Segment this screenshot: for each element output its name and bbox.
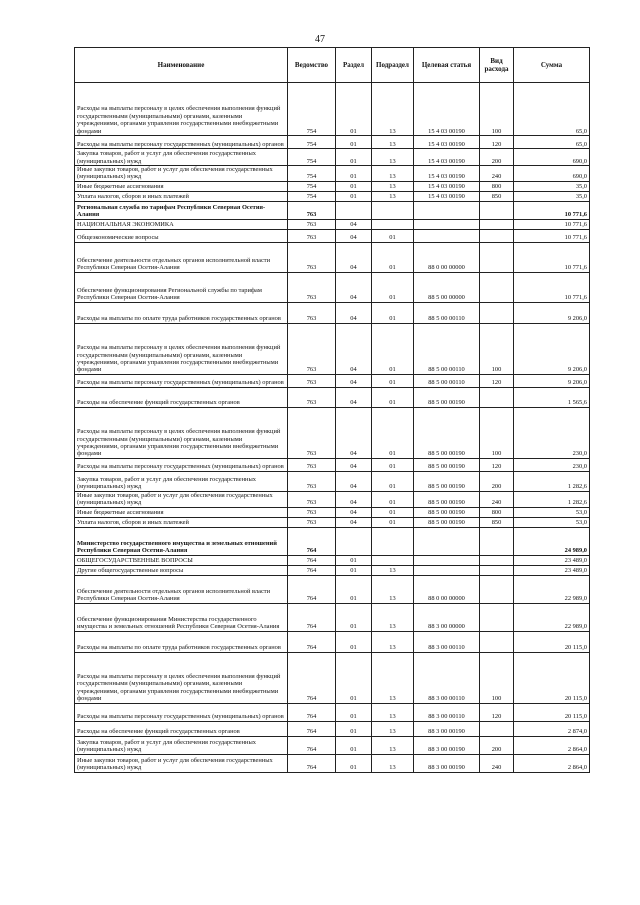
- cell-target-article: 88 0 00 00000: [414, 575, 480, 603]
- cell-section: 04: [336, 229, 372, 242]
- cell-section: 04: [336, 507, 372, 517]
- cell-target-article: [414, 229, 480, 242]
- cell-name: Расходы на обеспечение функций государственных органов: [75, 721, 288, 736]
- cell-section: 01: [336, 565, 372, 575]
- cell-name: Закупка товаров, работ и услуг для обеспечения государственных (муниципальных) нужд: [75, 149, 288, 166]
- cell-name: Расходы на выплаты персоналу в целях обеспечения выполнения функций государственными (муниципальными) органами, казенными учреждениями, органами управления государственными внебюджетными фондами: [75, 407, 288, 458]
- table-row: [75, 565, 590, 575]
- table-body: [75, 83, 590, 773]
- cell-expense-type: 200: [480, 149, 514, 166]
- cell-name: Расходы на выплаты персоналу в целях обеспечения выполнения функций государственными (муниципальными) органами, казенными учреждениями, органами управления государственными внебюджетными фондами: [75, 323, 288, 374]
- cell-department: 763: [288, 458, 336, 471]
- cell-section: 04: [336, 407, 372, 458]
- cell-subsection: [372, 527, 414, 555]
- cell-expense-type: 240: [480, 754, 514, 772]
- cell-expense-type: [480, 219, 514, 229]
- cell-amount: 53,0: [514, 517, 590, 527]
- cell-department: 763: [288, 471, 336, 491]
- cell-subsection: 01: [372, 517, 414, 527]
- cell-amount: 690,0: [514, 166, 590, 182]
- cell-name: Уплата налогов, сборов и иных платежей: [75, 191, 288, 201]
- cell-section: 04: [336, 272, 372, 302]
- cell-name: Общеэкономические вопросы: [75, 229, 288, 242]
- cell-subsection: 01: [372, 323, 414, 374]
- cell-section: 01: [336, 191, 372, 201]
- cell-department: 764: [288, 703, 336, 721]
- table-row: [75, 631, 590, 652]
- table-row: [75, 387, 590, 407]
- cell-target-article: 88 5 00 00190: [414, 517, 480, 527]
- cell-target-article: 88 5 00 00110: [414, 302, 480, 323]
- cell-expense-type: 850: [480, 191, 514, 201]
- cell-amount: 230,0: [514, 407, 590, 458]
- cell-target-article: 88 5 00 00110: [414, 323, 480, 374]
- cell-department: 763: [288, 323, 336, 374]
- cell-department: 763: [288, 507, 336, 517]
- cell-department: 763: [288, 407, 336, 458]
- cell-expense-type: 200: [480, 736, 514, 754]
- cell-subsection: 01: [372, 407, 414, 458]
- cell-name: Расходы на выплаты персоналу в целях обеспечения выполнения функций государственными (муниципальными) органами, казенными учреждениями, органами управления государственными внебюджетными фондами: [75, 83, 288, 136]
- cell-amount: 10 771,6: [514, 272, 590, 302]
- table-row: [75, 458, 590, 471]
- table-row: [75, 407, 590, 458]
- cell-department: 763: [288, 219, 336, 229]
- cell-subsection: 13: [372, 149, 414, 166]
- cell-amount: 690,0: [514, 149, 590, 166]
- table-header-row: [75, 48, 590, 83]
- cell-amount: 10 771,6: [514, 219, 590, 229]
- cell-expense-type: 100: [480, 652, 514, 703]
- table-row: [75, 517, 590, 527]
- cell-section: 01: [336, 181, 372, 191]
- cell-target-article: 88 3 00 00190: [414, 721, 480, 736]
- cell-name: Иные бюджетные ассигнования: [75, 181, 288, 191]
- cell-target-article: 15 4 03 00190: [414, 181, 480, 191]
- cell-name: Расходы на обеспечение функций государственных органов: [75, 387, 288, 407]
- cell-name: Расходы на выплаты персоналу государственных (муниципальных) органов: [75, 703, 288, 721]
- cell-expense-type: [480, 575, 514, 603]
- cell-subsection: 01: [372, 229, 414, 242]
- cell-expense-type: 200: [480, 471, 514, 491]
- cell-name: Закупка товаров, работ и услуг для обеспечения государственных (муниципальных) нужд: [75, 471, 288, 491]
- cell-target-article: 88 3 00 00110: [414, 703, 480, 721]
- cell-subsection: 13: [372, 83, 414, 136]
- table-row: [75, 302, 590, 323]
- cell-target-article: [414, 565, 480, 575]
- table-row: [75, 83, 590, 136]
- cell-amount: 20 115,0: [514, 631, 590, 652]
- header-section: Раздел: [336, 48, 372, 83]
- cell-amount: 23 489,0: [514, 565, 590, 575]
- budget-table: [74, 47, 590, 773]
- cell-name: НАЦИОНАЛЬНАЯ ЭКОНОМИКА: [75, 219, 288, 229]
- cell-subsection: 01: [372, 242, 414, 272]
- cell-section: 01: [336, 555, 372, 565]
- cell-section: 01: [336, 83, 372, 136]
- cell-target-article: 88 5 00 00190: [414, 458, 480, 471]
- cell-expense-type: 100: [480, 407, 514, 458]
- cell-expense-type: 850: [480, 517, 514, 527]
- cell-department: 764: [288, 527, 336, 555]
- cell-expense-type: 240: [480, 166, 514, 182]
- cell-department: 754: [288, 149, 336, 166]
- cell-subsection: 13: [372, 603, 414, 631]
- cell-department: 754: [288, 136, 336, 149]
- cell-amount: 10 771,6: [514, 201, 590, 219]
- cell-subsection: 01: [372, 458, 414, 471]
- cell-expense-type: [480, 387, 514, 407]
- cell-expense-type: [480, 201, 514, 219]
- table-row: [75, 471, 590, 491]
- cell-subsection: 13: [372, 703, 414, 721]
- table-row: [75, 149, 590, 166]
- cell-section: 01: [336, 631, 372, 652]
- cell-expense-type: 100: [480, 83, 514, 136]
- cell-amount: 9 206,0: [514, 323, 590, 374]
- cell-section: 04: [336, 242, 372, 272]
- cell-subsection: 13: [372, 181, 414, 191]
- cell-name: Иные закупки товаров, работ и услуг для обеспечения государственных (муниципальных) нужд: [75, 491, 288, 507]
- cell-target-article: [414, 527, 480, 555]
- cell-department: 763: [288, 272, 336, 302]
- cell-target-article: 15 4 03 00190: [414, 191, 480, 201]
- cell-section: 01: [336, 603, 372, 631]
- cell-name: Обеспечение деятельности отдельных органов исполнительной власти Республики Северная Осетия-Алания: [75, 575, 288, 603]
- cell-target-article: [414, 219, 480, 229]
- cell-target-article: 88 3 00 00000: [414, 603, 480, 631]
- cell-target-article: 88 3 00 00110: [414, 652, 480, 703]
- cell-amount: 1 565,6: [514, 387, 590, 407]
- cell-department: 764: [288, 754, 336, 772]
- cell-expense-type: 120: [480, 136, 514, 149]
- cell-section: [336, 527, 372, 555]
- cell-amount: 65,0: [514, 83, 590, 136]
- cell-name: Региональная служба по тарифам Республики Северная Осетия-Алания: [75, 201, 288, 219]
- cell-subsection: 01: [372, 471, 414, 491]
- cell-target-article: 88 3 00 00190: [414, 754, 480, 772]
- cell-name: Обеспечение деятельности отдельных органов исполнительной власти Республики Северная Осетия-Алания: [75, 242, 288, 272]
- table-row: [75, 374, 590, 387]
- table-row: [75, 721, 590, 736]
- cell-target-article: 15 4 03 00190: [414, 83, 480, 136]
- cell-target-article: 88 5 00 00190: [414, 387, 480, 407]
- cell-expense-type: 800: [480, 507, 514, 517]
- cell-expense-type: [480, 229, 514, 242]
- cell-target-article: 88 5 00 00190: [414, 507, 480, 517]
- cell-target-article: [414, 555, 480, 565]
- cell-subsection: 01: [372, 272, 414, 302]
- cell-expense-type: [480, 721, 514, 736]
- cell-department: 763: [288, 229, 336, 242]
- cell-amount: 1 282,6: [514, 491, 590, 507]
- cell-name: Расходы на выплаты по оплате труда работников государственных органов: [75, 631, 288, 652]
- cell-amount: 65,0: [514, 136, 590, 149]
- cell-target-article: 88 0 00 00000: [414, 242, 480, 272]
- cell-name: ОБЩЕГОСУДАРСТВЕННЫЕ ВОПРОСЫ: [75, 555, 288, 565]
- cell-department: 763: [288, 374, 336, 387]
- cell-department: 763: [288, 517, 336, 527]
- cell-department: 763: [288, 491, 336, 507]
- cell-expense-type: [480, 527, 514, 555]
- cell-section: 01: [336, 149, 372, 166]
- cell-amount: 9 206,0: [514, 302, 590, 323]
- cell-section: 04: [336, 219, 372, 229]
- cell-department: 764: [288, 603, 336, 631]
- table-row: [75, 229, 590, 242]
- table-row: [75, 323, 590, 374]
- cell-subsection: 13: [372, 565, 414, 575]
- cell-subsection: 01: [372, 491, 414, 507]
- cell-subsection: 13: [372, 136, 414, 149]
- cell-expense-type: 120: [480, 374, 514, 387]
- table-row: [75, 272, 590, 302]
- cell-section: 04: [336, 374, 372, 387]
- cell-section: 01: [336, 575, 372, 603]
- header-target-article: Целевая статья: [414, 48, 480, 83]
- cell-section: 04: [336, 323, 372, 374]
- cell-section: 01: [336, 754, 372, 772]
- header-department: Ведомство: [288, 48, 336, 83]
- cell-subsection: 13: [372, 736, 414, 754]
- cell-target-article: 15 4 03 00190: [414, 149, 480, 166]
- header-subsection: Подраздел: [372, 48, 414, 83]
- cell-name: Обеспечение функционирования Министерства государственного имущества и земельных отношений Республики Северная Осетия-Алания: [75, 603, 288, 631]
- table-row: [75, 136, 590, 149]
- cell-section: 01: [336, 721, 372, 736]
- cell-department: 754: [288, 191, 336, 201]
- cell-amount: 22 989,0: [514, 575, 590, 603]
- cell-name: Обеспечение функционирования Региональной службы по тарифам Республики Северная Осетия-Алания: [75, 272, 288, 302]
- cell-expense-type: [480, 555, 514, 565]
- cell-amount: 230,0: [514, 458, 590, 471]
- cell-subsection: 13: [372, 721, 414, 736]
- cell-subsection: 01: [372, 507, 414, 517]
- cell-expense-type: [480, 631, 514, 652]
- cell-subsection: 13: [372, 652, 414, 703]
- cell-target-article: [414, 201, 480, 219]
- cell-target-article: 88 5 00 00190: [414, 491, 480, 507]
- cell-section: 04: [336, 302, 372, 323]
- cell-subsection: 13: [372, 575, 414, 603]
- cell-name: Расходы на выплаты персоналу государственных (муниципальных) органов: [75, 458, 288, 471]
- cell-expense-type: [480, 272, 514, 302]
- cell-department: 764: [288, 565, 336, 575]
- cell-name: Иные закупки товаров, работ и услуг для обеспечения государственных (муниципальных) нужд: [75, 754, 288, 772]
- cell-name: Расходы на выплаты персоналу в целях обеспечения выполнения функций государственными (муниципальными) органами, казенными учреждениями, органами управления государственными внебюджетными фондами: [75, 652, 288, 703]
- cell-expense-type: [480, 565, 514, 575]
- table-row: [75, 507, 590, 517]
- header-amount: Сумма: [514, 48, 590, 83]
- table-row: [75, 555, 590, 565]
- cell-name: Иные бюджетные ассигнования: [75, 507, 288, 517]
- cell-section: 01: [336, 136, 372, 149]
- table-row: [75, 191, 590, 201]
- table-row: [75, 219, 590, 229]
- cell-expense-type: [480, 242, 514, 272]
- header-name: Наименование: [75, 48, 288, 83]
- cell-expense-type: 100: [480, 323, 514, 374]
- table-row: [75, 166, 590, 182]
- cell-name: Расходы на выплаты персоналу государственных (муниципальных) органов: [75, 374, 288, 387]
- cell-target-article: 88 5 00 00190: [414, 471, 480, 491]
- table-row: [75, 181, 590, 191]
- cell-target-article: 15 4 03 00190: [414, 136, 480, 149]
- cell-department: 763: [288, 387, 336, 407]
- cell-name: Другие общегосударственные вопросы: [75, 565, 288, 575]
- cell-amount: 22 989,0: [514, 603, 590, 631]
- cell-department: 764: [288, 721, 336, 736]
- cell-section: 04: [336, 471, 372, 491]
- cell-expense-type: 120: [480, 703, 514, 721]
- cell-name: Иные закупки товаров, работ и услуг для обеспечения государственных (муниципальных) нужд: [75, 166, 288, 182]
- cell-target-article: 88 3 00 00190: [414, 736, 480, 754]
- cell-amount: 24 989,0: [514, 527, 590, 555]
- table-row: [75, 527, 590, 555]
- cell-section: 01: [336, 703, 372, 721]
- cell-subsection: 13: [372, 754, 414, 772]
- cell-name: Уплата налогов, сборов и иных платежей: [75, 517, 288, 527]
- cell-amount: 35,0: [514, 181, 590, 191]
- cell-subsection: 01: [372, 302, 414, 323]
- cell-target-article: 88 5 00 00110: [414, 374, 480, 387]
- cell-amount: 1 282,6: [514, 471, 590, 491]
- cell-expense-type: [480, 302, 514, 323]
- table-row: [75, 754, 590, 772]
- table-row: [75, 201, 590, 219]
- cell-section: 01: [336, 736, 372, 754]
- cell-section: [336, 201, 372, 219]
- cell-amount: 53,0: [514, 507, 590, 517]
- cell-section: 04: [336, 491, 372, 507]
- cell-target-article: 88 5 00 00190: [414, 407, 480, 458]
- table-row: [75, 491, 590, 507]
- cell-subsection: 01: [372, 374, 414, 387]
- cell-department: 763: [288, 242, 336, 272]
- cell-amount: 20 115,0: [514, 703, 590, 721]
- table-row: [75, 575, 590, 603]
- cell-amount: 2 864,0: [514, 736, 590, 754]
- cell-amount: 23 489,0: [514, 555, 590, 565]
- cell-section: 01: [336, 652, 372, 703]
- cell-subsection: 13: [372, 191, 414, 201]
- cell-department: 754: [288, 83, 336, 136]
- cell-amount: 2 864,0: [514, 754, 590, 772]
- cell-department: 764: [288, 736, 336, 754]
- table-row: [75, 603, 590, 631]
- cell-expense-type: 800: [480, 181, 514, 191]
- cell-name: Министерство государственного имущества и земельных отношений Республики Северная Осетия-Алания: [75, 527, 288, 555]
- cell-name: Закупка товаров, работ и услуг для обеспечения государственных (муниципальных) нужд: [75, 736, 288, 754]
- cell-expense-type: 240: [480, 491, 514, 507]
- cell-expense-type: 120: [480, 458, 514, 471]
- table-row: [75, 703, 590, 721]
- header-expense-type: Вид расхода: [480, 48, 514, 83]
- cell-subsection: [372, 555, 414, 565]
- cell-expense-type: [480, 603, 514, 631]
- cell-name: Расходы на выплаты по оплате труда работников государственных органов: [75, 302, 288, 323]
- cell-target-article: 88 3 00 00110: [414, 631, 480, 652]
- table-row: [75, 652, 590, 703]
- cell-department: 754: [288, 166, 336, 182]
- cell-department: 764: [288, 575, 336, 603]
- cell-amount: 2 874,0: [514, 721, 590, 736]
- cell-department: 764: [288, 631, 336, 652]
- cell-department: 763: [288, 201, 336, 219]
- cell-section: 04: [336, 458, 372, 471]
- cell-department: 764: [288, 555, 336, 565]
- cell-amount: 9 206,0: [514, 374, 590, 387]
- cell-amount: 10 771,6: [514, 229, 590, 242]
- cell-department: 764: [288, 652, 336, 703]
- cell-target-article: 15 4 03 00190: [414, 166, 480, 182]
- cell-section: 04: [336, 517, 372, 527]
- cell-name: Расходы на выплаты персоналу государственных (муниципальных) органов: [75, 136, 288, 149]
- cell-section: 04: [336, 387, 372, 407]
- cell-department: 754: [288, 181, 336, 191]
- table-row: [75, 736, 590, 754]
- cell-subsection: [372, 219, 414, 229]
- cell-subsection: 01: [372, 387, 414, 407]
- cell-subsection: 13: [372, 631, 414, 652]
- cell-amount: 20 115,0: [514, 652, 590, 703]
- cell-amount: 10 771,6: [514, 242, 590, 272]
- cell-section: 01: [336, 166, 372, 182]
- cell-subsection: 13: [372, 166, 414, 182]
- table-row: [75, 242, 590, 272]
- cell-subsection: [372, 201, 414, 219]
- cell-amount: 35,0: [514, 191, 590, 201]
- cell-target-article: 88 5 00 00000: [414, 272, 480, 302]
- cell-department: 763: [288, 302, 336, 323]
- page-number: 47: [315, 34, 325, 45]
